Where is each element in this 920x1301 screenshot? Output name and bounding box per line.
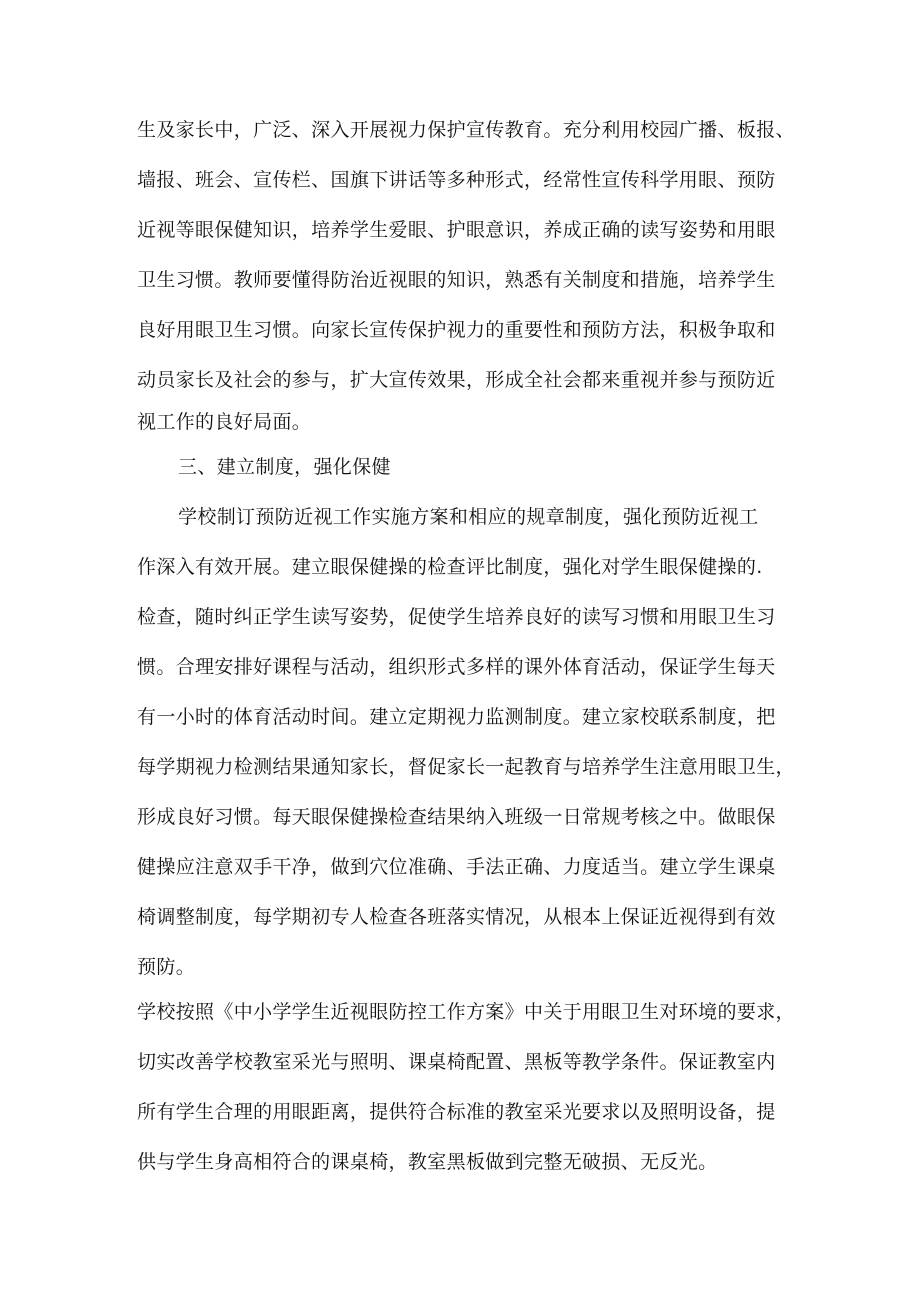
paragraph-2-line-8: 健操应注意双手干净，做到穴位准确、手法正确、力度适当。建立学生课桌	[137, 856, 776, 878]
paragraph-2-line-9: 椅调整制度，每学期初专人检查各班落实情况，从根本上保证近视得到有效	[137, 906, 776, 928]
paragraph-2-line-4: 惯。合理安排好课程与活动，组织形式多样的课外体育活动，保证学生每天	[137, 656, 776, 678]
paragraph-1-line-6: 动员家长及社会的参与，扩大宣传效果，形成全社会都来重视并参与预防近	[137, 369, 776, 391]
paragraph-2-line-3: 检查，随时纠正学生读写姿势，促使学生培养良好的读写习惯和用眼卫生习	[137, 606, 776, 628]
paragraph-1-line-2: 墙报、班会、宣传栏、国旗下讲话等多种形式，经常性宣传科学用眼、预防	[137, 169, 776, 191]
paragraph-2-line-7: 形成良好习惯。每天眼保健操检查结果纳入班级一日常规考核之中。做眼保	[137, 806, 776, 828]
paragraph-3-line-3: 所有学生合理的用眼距离，提供符合标准的教室采光要求以及照明设备，提	[137, 1101, 776, 1123]
paragraph-2-line-5: 有一小时的体育活动时间。建立定期视力监测制度。建立家校联系制度，把	[137, 706, 776, 728]
section-heading: 三、建立制度，强化保健	[178, 456, 391, 478]
paragraph-3-line-1: 学校按照《中小学学生近视眼防控工作方案》中关于用眼卫生对环境的要求，	[137, 1001, 795, 1023]
paragraph-1-line-1: 生及家长中，广泛、深入开展视力保护宣传教育。充分利用校园广播、板报、	[137, 119, 795, 141]
paragraph-1-line-5: 良好用眼卫生习惯。向家长宣传保护视力的重要性和预防方法，积极争取和	[137, 319, 776, 341]
paragraph-2-line-6: 每学期视力检测结果通知家长，督促家长一起教育与培养学生注意用眼卫生，	[137, 756, 795, 778]
paragraph-1-line-4: 卫生习惯。教师要懂得防治近视眼的知识，熟悉有关制度和措施，培养学生	[137, 269, 776, 291]
paragraph-3-line-2: 切实改善学校教室采光与照明、课桌椅配置、黑板等教学条件。保证教室内	[137, 1051, 776, 1073]
paragraph-2-line-10: 预防。	[137, 956, 196, 978]
paragraph-1-line-3: 近视等眼保健知识，培养学生爱眼、护眼意识，养成正确的读写姿势和用眼	[137, 219, 776, 241]
paragraph-3-line-4: 供与学生身高相符合的课桌椅，教室黑板做到完整无破损、无反光。	[137, 1151, 718, 1173]
paragraph-2-line-1: 学校制订预防近视工作实施方案和相应的规章制度，强化预防近视工	[178, 506, 759, 528]
paragraph-2-line-2: 作深入有效开展。建立眼保健操的检查评比制度，强化对学生眼保健操的.	[137, 556, 763, 578]
paragraph-1-line-7: 视工作的良好局面。	[137, 411, 312, 433]
